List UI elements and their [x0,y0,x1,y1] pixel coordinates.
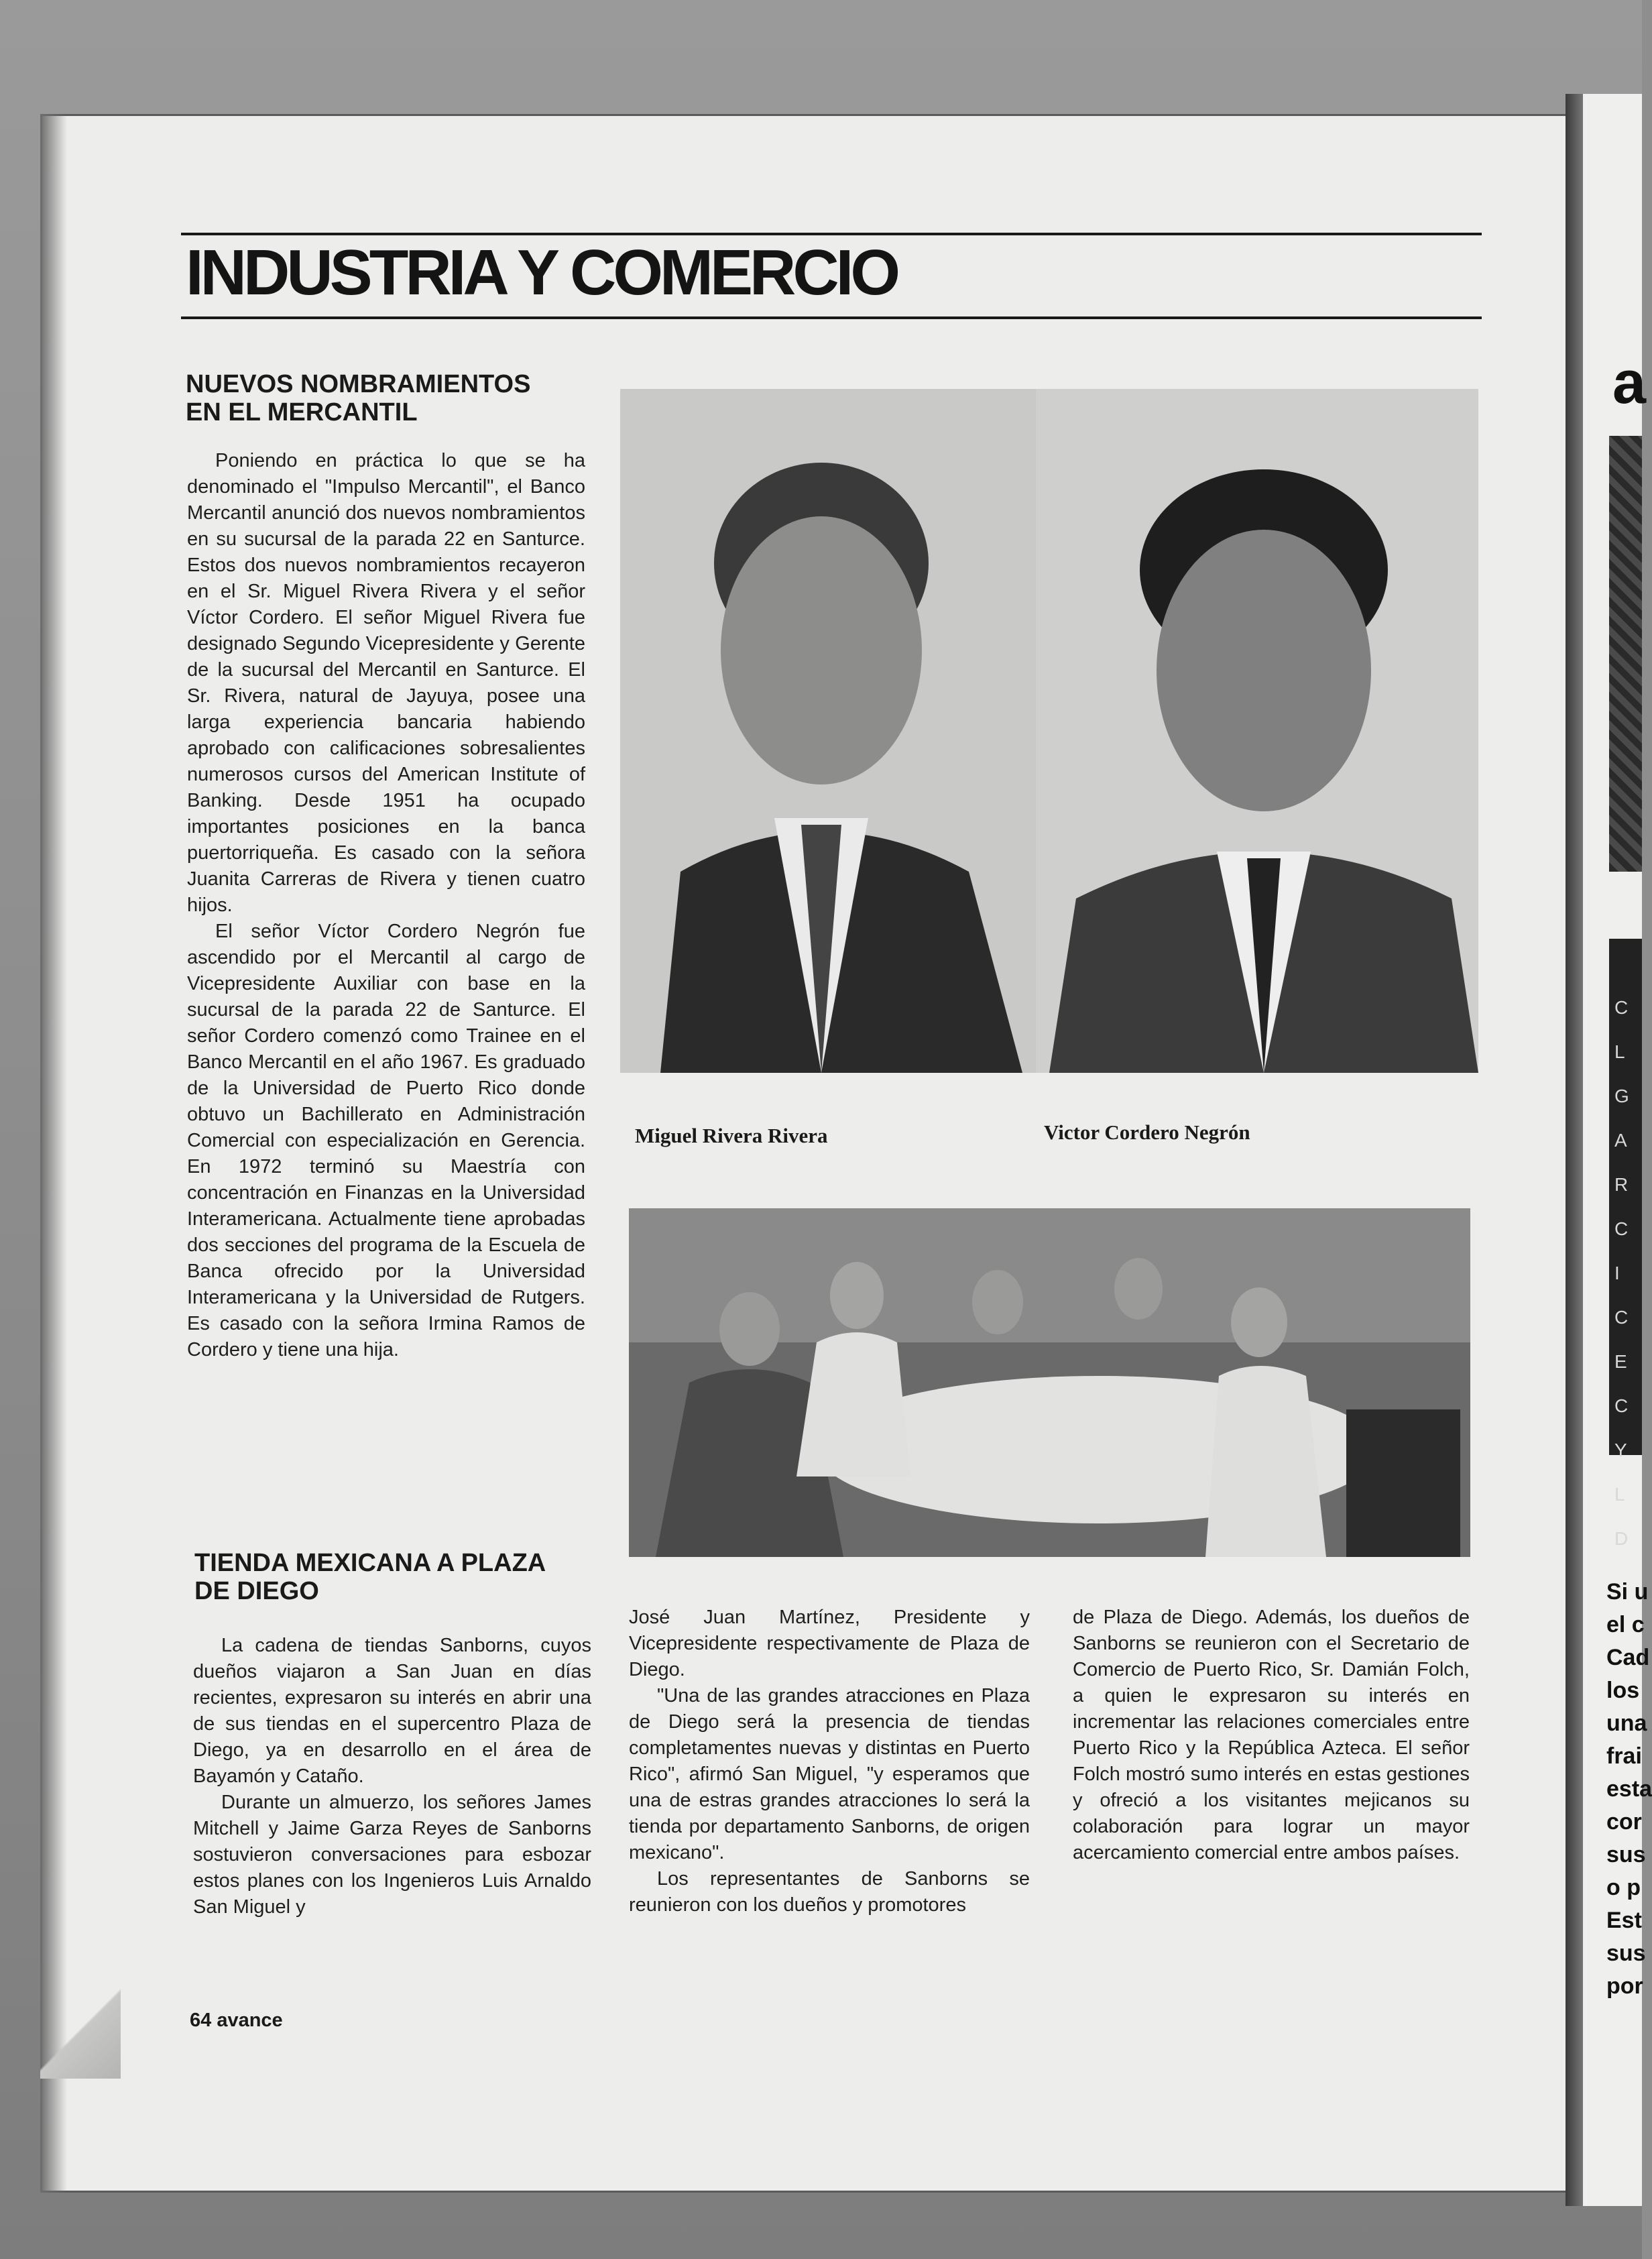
portrait-illustration [1036,389,1478,1073]
facing-text-fragment: frai [1606,1743,1642,1769]
facing-sidebar-letter: G [1614,1086,1629,1106]
header-rule-bottom [181,316,1482,319]
facing-page-photo-strip [1609,436,1642,872]
facing-page-text-fragments [1606,1576,1652,2003]
facing-sidebar-letter: I [1614,1263,1620,1283]
binding-gutter [1566,94,1583,2206]
folded-corner [40,1985,121,2079]
facing-sidebar-letter: C [1614,997,1629,1018]
facing-sidebar-letter: C [1614,1307,1629,1328]
article-body-col3 [1073,1605,1470,1866]
article-paragraph: Los representantes de Sanborns se reunieron con los dueños y promotores [629,1868,1030,1916]
facing-text-fragment: los [1606,1678,1640,1703]
article-paragraph: Poniendo en práctica lo que se ha denominado el "Impulso Mercantil", el Banco Mercantil anunció dos nuevos nombramientos en su sucursal de la parada 22 en Santurce. Estos dos nuevos nombramientos recayeron en el Sr. Miguel Rivera Rivera y el señor Víctor Cordero. El señor Miguel Rivera fue designado Segundo Vicepresidente y Gerente de la sucursal del Mercantil en Santurce. El Sr. Rivera, natural de Jayuya, posee una larga experiencia bancaria habiendo aprobado con calificaciones sobresalientes numerosos cursos del American Institute of Banking. Desde 1951 ha ocupado importantes posiciones en la banca puertorriqueña. Es casado con la señora Juanita Carreras de Rivera y tienen cuatro hijos. [187,450,585,916]
facing-sidebar-letter: L [1614,1484,1625,1505]
facing-text-fragment: esta [1606,1776,1652,1802]
article-body-nombramientos [187,448,585,1363]
photo-victor-cordero-negron [1036,389,1478,1073]
facing-sidebar-letter: Y [1614,1440,1627,1460]
headline-line: EN EL MERCANTIL [186,398,418,426]
article-paragraph: José Juan Martínez, Presidente y Vicepresidente respectivamente de Plaza de Diego. [629,1607,1030,1680]
facing-text-fragment: Est [1606,1908,1642,1933]
headline-line: DE DIEGO [194,1577,319,1605]
facing-sidebar-letter: D [1614,1528,1629,1549]
luncheon-illustration [629,1208,1470,1557]
article-paragraph: Durante un almuerzo, los señores James Mitchell y Jaime Garza Reyes de Sanborns sostuvieron conversaciones para esbozar estos planes con los Ingenieros Luis Arnaldo San Miguel y [193,1792,591,1918]
photo-miguel-rivera-rivera [620,389,1036,1073]
facing-text-fragment: o p [1606,1875,1641,1900]
facing-text-fragment: sus [1606,1842,1646,1867]
facing-text-fragment: una [1606,1711,1647,1736]
facing-text-fragment: Si u [1606,1579,1649,1605]
section-title: INDUSTRIA Y COMERCIO [186,237,897,308]
photo-luncheon-group [629,1208,1470,1557]
article-headline-nombramientos [186,370,530,426]
facing-text-fragment: por [1606,1973,1643,1999]
facing-sidebar-letter: L [1614,1041,1625,1062]
facing-sidebar-letter: C [1614,1395,1629,1416]
photo-caption-right: Victor Cordero Negrón [1044,1120,1250,1144]
facing-sidebar-letter: E [1614,1351,1627,1372]
facing-text-fragment: el c [1606,1612,1645,1637]
facing-sidebar-letter: C [1614,1218,1629,1239]
facing-text-fragment: cor [1606,1809,1642,1835]
page-footer: 64 avance [190,2010,283,2031]
page-edge-shadow [40,114,67,2193]
facing-sidebar-letter: R [1614,1174,1629,1195]
article-paragraph: El señor Víctor Cordero Negrón fue ascendido por el Mercantil al cargo de Vicepresidente Auxiliar con base en la sucursal de la parada 22 de Santurce. El señor Cordero comenzó como Trainee en el Banco Mercantil en el año 1967. Es graduado de la Universidad de Puerto Rico donde obtuvo un Bachillerato en Administración Comercial con especialización en Gerencia. En 1972 terminó su Maestría con concentración en Finanzas en la Universidad Interamericana. Actualmente tiene aprobadas dos secciones del programa de la Escuela de Banca ofrecido por la Universidad Interamericana y la Universidad de Rutgers. Es casado con la señora Irmina Ramos de Cordero y tiene una hija. [187,921,585,1360]
headline-line: NUEVOS NOMBRAMIENTOS [186,370,531,398]
facing-page-letter: a [1612,349,1647,416]
header-rule-top [181,233,1482,235]
portrait-illustration [620,389,1036,1073]
article-paragraph: de Plaza de Diego. Además, los dueños de Sanborns se reunieron con el Secretario de Comercio de Puerto Rico, Sr. Damián Folch, a quien le expresaron su interés en incrementar las relaciones comerciales entre Puerto Rico y la República Azteca. El señor Folch mostró sumo interés en estas gestiones y ofreció a los visitantes mejicanos su colaboración para lograr un mayor acercamiento comercial entre ambos países. [1073,1607,1470,1863]
article-paragraph: "Una de las grandes atracciones en Plaza de Diego será la presencia de tiendas completamentes nuevas y distintas en Puerto Rico", afirmó San Miguel, "y esperamos que una de estras grandes atracciones lo será la tienda por departamento Sanborns, de origen mexicano". [629,1685,1030,1863]
headline-line: TIENDA MEXICANA A PLAZA [194,1549,546,1577]
facing-page-sidebar [1614,986,1642,1561]
article-body-col1 [193,1633,591,1920]
article-paragraph: La cadena de tiendas Sanborns, cuyos dueños viajaron a San Juan en días recientes, expresaron su interés en abrir una de sus tiendas en el supercentro Plaza de Diego, ya en desarrollo en el área de Bayamón y Cataño. [193,1635,591,1787]
facing-sidebar-letter: A [1614,1130,1627,1151]
photo-caption-left: Miguel Rivera Rivera [635,1124,828,1147]
facing-text-fragment: sus [1606,1941,1646,1966]
facing-text-fragment: Cad [1606,1645,1650,1670]
article-body-col2 [629,1605,1030,1918]
article-headline-tienda-mexicana [194,1549,546,1605]
